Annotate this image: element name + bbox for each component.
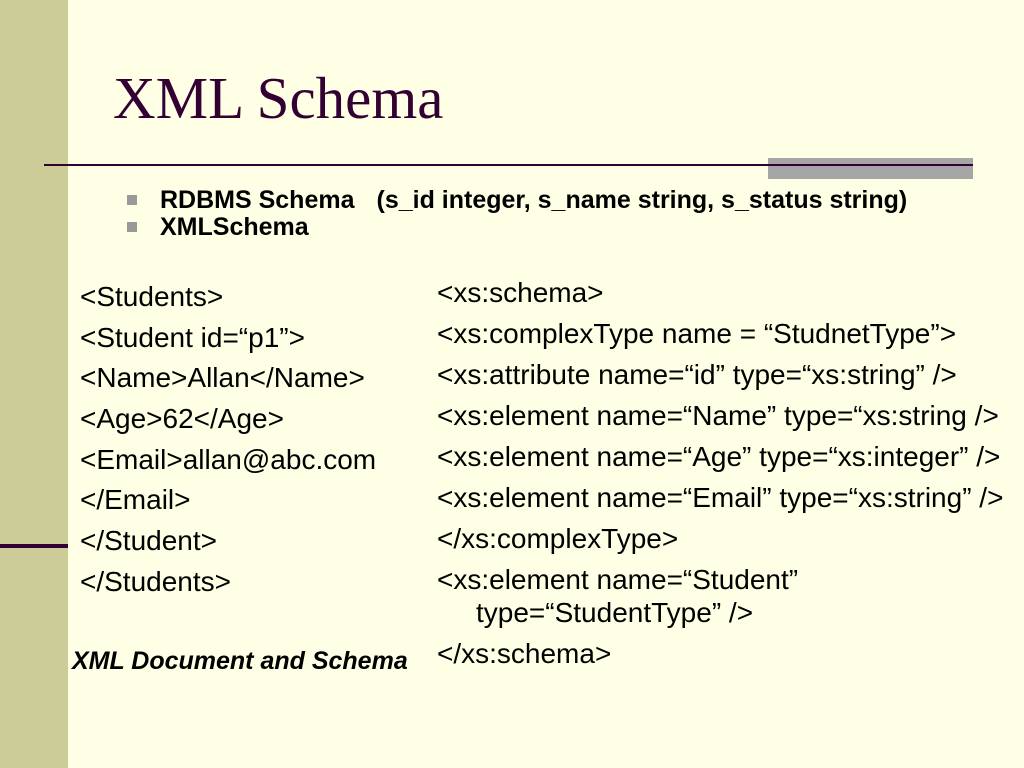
xml-schema-line: <xs:schema> (437, 277, 604, 308)
xml-document-line: </Student> (80, 525, 218, 557)
xml-schema-line: <xs:attribute name=“id” type=“xs:string” /> (437, 359, 957, 390)
xml-document-line: <Student id=“p1”> (80, 321, 305, 353)
bullet-text (160, 187, 907, 214)
listing-caption: XML Document and Schema (72, 647, 408, 675)
xml-document-line: <Email>allan@abc.com (80, 443, 377, 475)
bullet-text (160, 214, 309, 241)
xml-schema-listing (437, 276, 1003, 670)
xml-schema-line: <xs:element name=“Age” type=“xs:integer” /> (437, 441, 1001, 472)
xml-document-line: </Students> (80, 565, 232, 597)
xml-schema-line: </xs:schema> (437, 638, 612, 669)
xml-schema-line: <xs:complexType name = “StudnetType”> (437, 318, 957, 349)
xml-schema-line: <xs:element name=“Name” type=“xs:string /> (437, 400, 999, 431)
xml-schema-line: <xs:element name=“Student” (437, 564, 799, 595)
bullet-detail: (s_id integer, s_name string, s_status string) (376, 186, 908, 214)
xml-document-line: </Email> (80, 484, 191, 516)
title-rule (44, 164, 973, 166)
xml-document-line: <Name>Allan</Name> (80, 362, 365, 394)
square-bullet-icon (127, 222, 137, 232)
xml-schema-line: <xs:element name=“Email” type=“xs:string” /> (437, 482, 1004, 513)
xml-document-line: <Age>62</Age> (80, 403, 284, 435)
xml-schema-line: </xs:complexType> (437, 523, 679, 554)
square-bullet-icon (127, 195, 137, 205)
xml-document-listing (80, 280, 376, 598)
left-sidebar-band (0, 0, 68, 768)
slide-title: XML Schema (113, 65, 444, 131)
xml-document-line: <Students> (80, 281, 224, 312)
title-rule-accent-block (768, 158, 973, 179)
sidebar-accent-bar (0, 544, 68, 548)
bullet-term: XMLSchema (160, 213, 309, 241)
bullet-term: RDBMS Schema (160, 186, 355, 214)
xml-schema-line-continuation: type=“StudentType” /> (476, 597, 754, 628)
